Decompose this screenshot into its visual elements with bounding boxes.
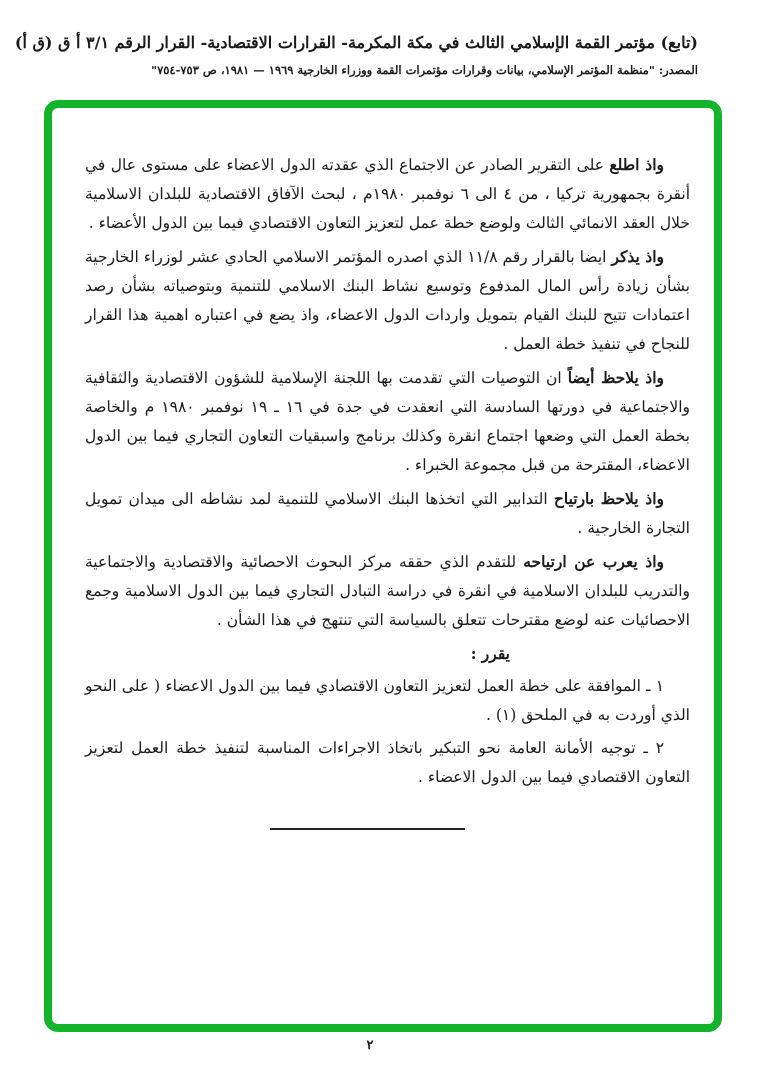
item-text: الموافقة على خطة العمل لتعزيز التعاون الاقتصادي فيما بين الدول الاعضاء ( على النحو الذي أوردت به في الملحق (١) .: [85, 677, 690, 724]
paragraph-text: ان التوصيات التي تقدمت بها اللجنة الإسلامية للشؤون الاقتصادية والثقافية والاجتماعية في دورتها السادسة التي انعقدت في جدة في ١٦ ـ ١٩ نوفمبر ١٩٨٠ م والخاصة بخطة العمل التي وضعها اجتماع انقرة وكذلك برنامج واسبقيات التعاون التجاري فيما بين الدول الاعضاء، المقترحة من قبل مجموعة الخبراء .: [85, 369, 691, 474]
paragraph-noting-measures: [85, 484, 690, 543]
paragraph-lead: واذ اطلع: [609, 155, 664, 174]
header-title: (تابع) مؤتمر القمة الإسلامي الثالث في مكة المكرمة- القرارات الاقتصادية- القرار الرقم ٣/١ أ ق (ق أ): [14, 33, 698, 52]
paragraph-lead: واذ يلاحظ بارتياح: [553, 489, 664, 508]
document-body: [52, 108, 714, 830]
paragraph-text: للتقدم الذي حققه مركز البحوث الاحصائية والاقتصادية والاجتماعية والتدريب للبلدان الاسلامية في انقرة في دراسة التبادل التجاري فيما بين الدول الاسلامية وجمع الاحصائيات عنه لوضع مقترحات تتعلق بالسياسة التي تنتهج في هذا الشأن .: [85, 553, 690, 629]
paragraph-text: ايضا بالقرار رقم ١١/٨ الذي اصدره المؤتمر الاسلامي الحادي عشر لوزراء الخارجية بشأن زيادة رأس المال المدفوع وتوسيع نشاط البنك الاسلامي للتنمية وبتوصياته بشأن رصد اعتمادات تتيح للبنك القيام بتمويل واردات الدول الاعضاء، واذ يضع في اعتباره اهمية هذا القرار للنجاح في تنفيذ خطة العمل .: [85, 248, 690, 353]
item-number: ١ ـ: [646, 677, 665, 695]
paragraph-lead: واذ يعرب عن ارتياحه: [523, 552, 664, 571]
paragraph-noting-recommendations: [85, 363, 690, 480]
paragraph-having-reviewed: [85, 150, 690, 238]
item-text: توجيه الأمانة العامة نحو التبكير باتخاذ الاجراءات المناسبة لتنفيذ خطة العمل لتعزيز التعاون الاقتصادي فيما بين الدول الاعضاء .: [85, 739, 690, 786]
paragraph-lead: واذ يلاحظ أيضاً: [567, 368, 664, 387]
header-source: المصدر: "منظمة المؤتمر الإسلامي، بيانات وقرارات مؤتمرات القمة ووزراء الخارجية ١٩٦٩ — ١٩٨١، ص ٧٥٣-٧٥٤": [151, 63, 698, 77]
paragraph-recalling-resolution: [85, 242, 690, 359]
resolution-item-1: [85, 672, 690, 730]
document-header: [14, 30, 698, 80]
resolution-item-2: [85, 734, 690, 792]
page-number: ٢: [366, 1038, 374, 1053]
paragraph-text: التدابير التي اتخذها البنك الاسلامي للتنمية لمد نشاطه الى ميدان تمويل التجارة الخارجية .: [85, 490, 690, 537]
paragraph-text: على التقرير الصادر عن الاجتماع الذي عقدته الدول الاعضاء على مستوى عال في أنقرة بجمهورية تركيا ، من ٤ الى ٦ نوفمبر ١٩٨٠م ، لبحث الآفاق الاقتصادية للبلدان الاسلامية خلال العقد الانمائي الثالث ولوضع خطة عمل لتعزيز التعاون الاقتصادي فيما بين الدول الأعضاء .: [85, 156, 690, 232]
green-border-frame: [44, 100, 722, 1032]
paragraph-expressing-satisfaction: [85, 547, 690, 635]
decides-heading: يقرر :: [470, 644, 510, 663]
footnote-divider: [270, 828, 465, 830]
item-number: ٢ ـ: [643, 739, 665, 757]
paragraph-lead: واذ يذكر: [611, 247, 664, 266]
